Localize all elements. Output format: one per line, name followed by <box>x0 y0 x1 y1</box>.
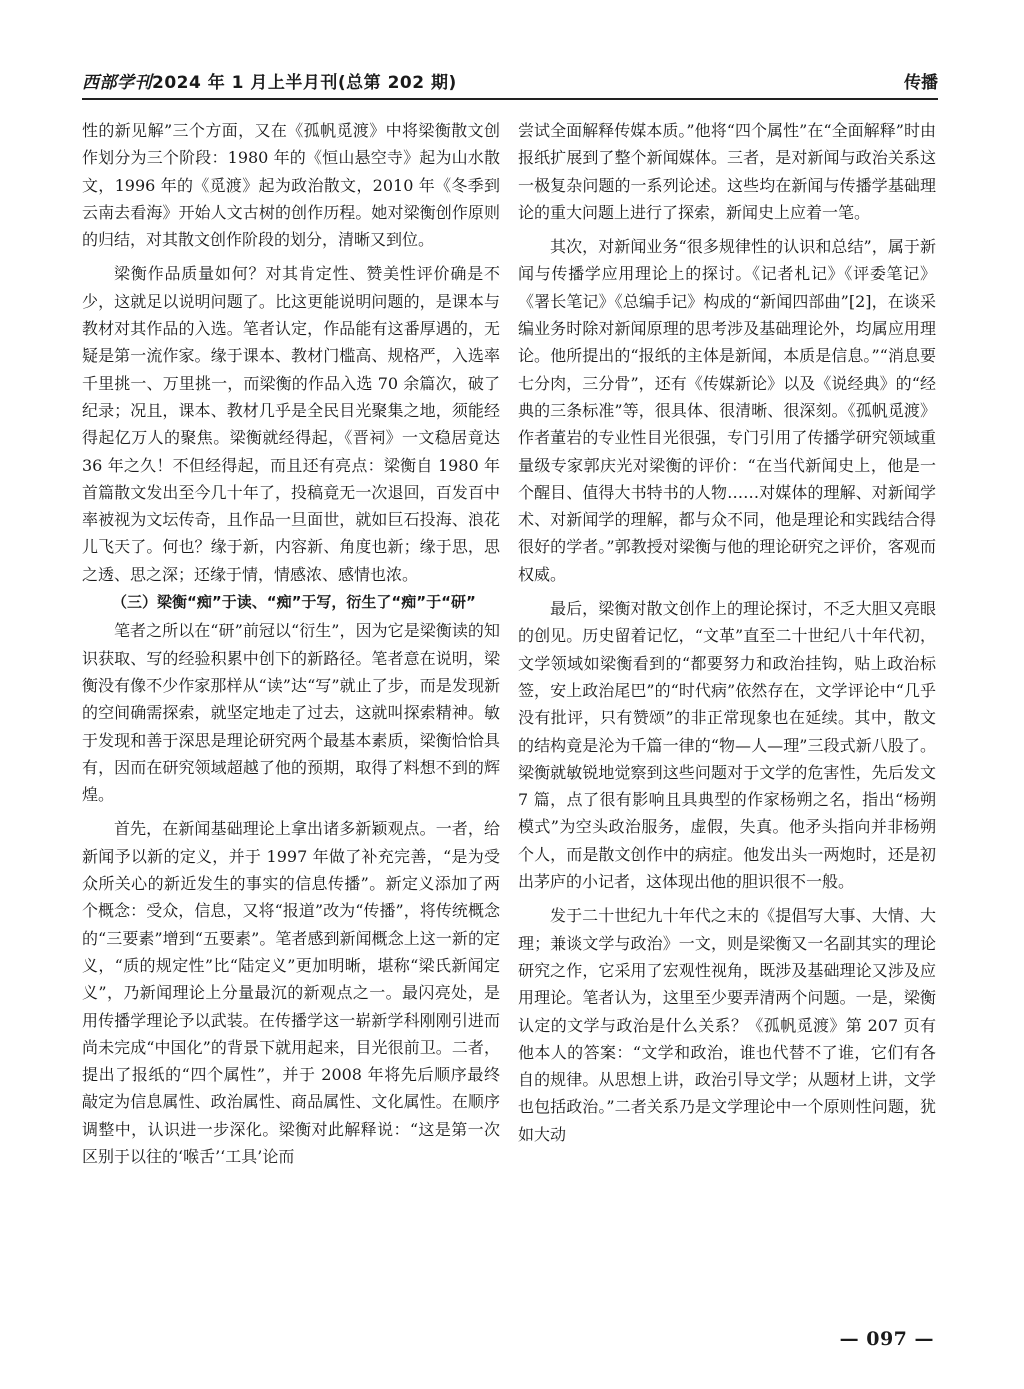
paragraph: 首先，在新闻基础理论上拿出诸多新颖观点。一者，给新闻予以新的定义，并于 1997 年做了补充完善，“是为受众所关心的新近发生的事实的信息传播”。新定义添加了两个概念：受众，信息，又将“报道”改为“传播”，将传统概念的“三要素”增到“五要素”。笔者感到新闻概念上这一新的定义，“质的规定性”比“陆定义”更加明晰，堪称“梁氏新闻定义”，乃新闻理论上分量最沉的新观点之一。最闪亮处，是用传播学理论予以武装。在传播学这一崭新学科刚刚引进而尚未完成“中国化”的背景下就用起来，目光很前卫。二者，提出了报纸的“四个属性”，并于 2008 年将先后顺序最终敲定为信息属性、政治属性、商品属性、文化属性。在顺序调整中，认识进一步深化。梁衡对此解释说：“这是第一次区别于以往的‘喉舌’‘工具’论而 <box>82 819 500 1166</box>
running-header <box>82 66 938 100</box>
paragraph: 笔者之所以在“研”前冠以“衍生”，因为它是梁衡读的知识获取、写的经验积累中创下的新路径。笔者意在说明，梁衡没有像不少作家那样从“读”达“写”就止了步，而是发现新的空间确需探索，就坚定地走了过去，这就叫探索精神。敏于发现和善于深思是理论研究两个最基本素质，梁衡恰恰具有，因而在研究领域超越了他的预期，取得了料想不到的辉煌。 <box>82 621 500 805</box>
issue-info: 2024 年 1 月上半月刊(总第 202 期) <box>152 73 457 93</box>
page-number: — 097 — <box>839 1328 934 1350</box>
section-title: 传播 <box>904 73 938 93</box>
paragraph: 其次，对新闻业务“很多规律性的认识和总结”，属于新闻与传播学应用理论上的探讨。《记者札记》《评委笔记》《署长笔记》《总编手记》构成的“新闻四部曲”[2]，在谈采编业务时除对新闻原理的思考涉及基础理论外，均属应用理论。他所提出的“报纸的主体是新闻，本质是信息。”“消息要七分肉，三分骨”，还有《传媒新论》以及《说经典》的“经典的三条标准”等，很具体、很清晰、很深刻。《孤帆觅渡》作者董岩的专业性目光很强，专门引用了传播学研究领域重量级专家郭庆光对梁衡的评价：“在当代新闻史上，他是一个醒目、值得大书特书的人物……对媒体的理解、对新闻学术、对新闻学的理解，都与众不同，他是理论和实践结合得很好的学者。”郭教授对梁衡与他的理论研究之评价，客观而权威。 <box>518 237 936 584</box>
right-column <box>518 117 936 1148</box>
paragraph: 性的新见解”三个方面，又在《孤帆觅渡》中将梁衡散文创作划分为三个阶段：1980 年的《恒山悬空寺》起为山水散文，1996 年的《觅渡》起为政治散文，2010 年《冬季到云南去看海》开始人文古树的创作历程。她对梁衡创作原则的归结，对其散文创作阶段的划分，清晰又到位。 <box>82 121 500 250</box>
section-subheading: （三）梁衡“痴”于读、“痴”于写，衍生了“痴”于“研” <box>112 593 476 612</box>
paragraph: 发于二十世纪九十年代之末的《提倡写大事、大情、大理；兼谈文学与政治》一文，则是梁衡又一名副其实的理论研究之作，它采用了宏观性视角，既涉及基础理论又涉及应用理论。笔者认为，这里至少要弄清两个问题。一是，梁衡认定的文学与政治是什么关系？《孤帆觅渡》第 207 页有他本人的答案：“文学和政治，谁也代替不了谁，它们有各自的规律。从思想上讲，政治引导文学；从题材上讲，文学也包括政治。”二者关系乃是文学理论中一个原则性问题，犹如大动 <box>518 906 936 1144</box>
paragraph: 梁衡作品质量如何？对其肯定性、赞美性评价确是不少，这就足以说明问题了。比这更能说明问题的，是课本与教材对其作品的入选。笔者认定，作品能有这番厚遇的，无疑是第一流作家。缘于课本、教材门槛高、规格严，入选率千里挑一、万里挑一，而梁衡的作品入选 70 余篇次，破了纪录；况且，课本、教材几乎是全民目光聚集之地，须能经得起亿万人的聚焦。梁衡就经得起，《晋祠》一文稳居竟达 36 年之久！不但经得起，而且还有亮点：梁衡自 1980 年首篇散文发出至今几十年了，投稿竟无一次退回，百发百中率被视为文坛传奇，且作品一旦面世，就如巨石投海、浪花儿飞天了。何也？缘于新，内容新、角度也新；缘于思，思之透、思之深；还缘于情，情感浓、感情也浓。 <box>82 264 500 584</box>
journal-logo: 西部学刊 <box>82 73 152 93</box>
left-column <box>82 117 500 1170</box>
header-journal-issue <box>82 68 457 98</box>
paragraph: 最后，梁衡对散文创作上的理论探讨，不乏大胆又亮眼的创见。历史留着记忆，“文革”直至二十世纪八十年代初，文学领域如梁衡看到的“都要努力和政治挂钩，贴上政治标签，安上政治尾巴”的“时代病”依然存在，文学评论中“几乎没有批评，只有赞颂”的非正常现象也在延续。其中，散文的结构竟是沦为千篇一律的“物—人—理”三段式新八股了。梁衡就敏锐地觉察到这些问题对于文学的危害性，先后发文 7 篇，点了很有影响且具典型的作家杨朔之名，指出“杨朔模式”为空头政治服务，虚假，失真。他矛头指向并非杨朔个人，而是散文创作中的病症。他发出头一两炮时，还是初出茅庐的小记者，这体现出他的胆识很不一般。 <box>518 599 936 892</box>
paragraph: 尝试全面解释传媒本质。”他将“四个属性”在“全面解释”时由报纸扩展到了整个新闻媒体。三者，是对新闻与政治关系这一极复杂问题的一系列论述。这些均在新闻与传播学基础理论的重大问题上进行了探索，新闻史上应着一笔。 <box>518 121 936 222</box>
